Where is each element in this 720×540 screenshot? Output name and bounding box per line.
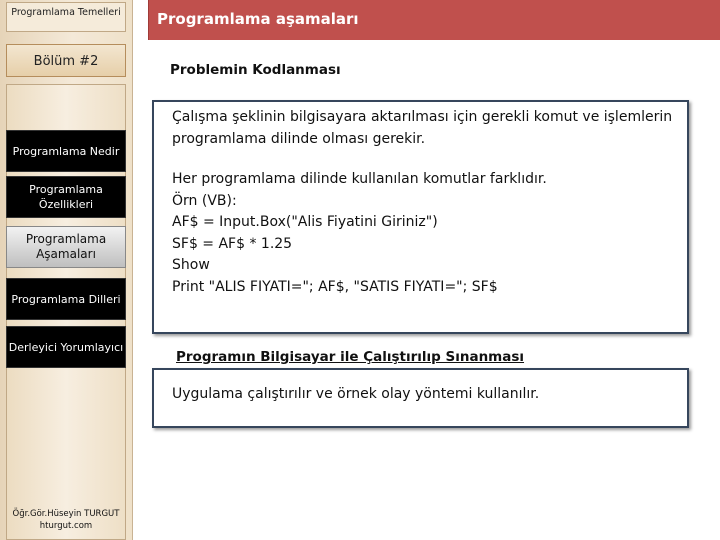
sidebar bbox=[0, 0, 133, 540]
sidebar-item-label: Programlama Aşamaları bbox=[25, 232, 107, 261]
section-title-kodlama: Problemin Kodlanması bbox=[170, 62, 341, 78]
sidebar-item-label: Programlama Özellikleri bbox=[29, 183, 103, 211]
box-paragraph-code-example: Her programlama dilinde kullanılan komutlar farklıdır. Örn (VB): AF$ = Input.Box("Alis Fiyatini Giriniz") SF$ = AF$ * 1.25 Show Print "ALIS FIYATI="; AF$, "SATIS FIYATI="; SF$ bbox=[172, 171, 547, 295]
sidebar-item-programlama-asamalari[interactable] bbox=[6, 226, 126, 268]
content-box-sinama bbox=[152, 368, 689, 428]
slide-title: Programlama aşamaları bbox=[157, 10, 359, 28]
content-box-kodlama bbox=[152, 100, 689, 334]
chapter-label: Bölüm #2 bbox=[6, 44, 126, 77]
slide-header bbox=[148, 0, 720, 40]
course-title: Programlama Temelleri bbox=[6, 2, 126, 32]
sidebar-item-label: Derleyici Yorumlayıcı bbox=[8, 340, 124, 354]
sidebar-item-programlama-dilleri[interactable] bbox=[6, 278, 126, 320]
box-paragraph: Çalışma şeklinin bilgisayara aktarılması için gerekli komut ve işlemlerin programlama dilinde olması gerekir. bbox=[172, 109, 673, 147]
sidebar-item-derleyici-yorumlayici[interactable] bbox=[6, 326, 126, 368]
author-name: Öğr.Gör.Hüseyin TURGUT bbox=[12, 509, 120, 519]
section-title-sinama: Programın Bilgisayar ile Çalıştırılıp Sınanması bbox=[176, 349, 525, 365]
sidebar-footer bbox=[6, 508, 126, 532]
author-site: hturgut.com bbox=[39, 521, 93, 531]
sidebar-item-label: Programlama Dilleri bbox=[11, 292, 121, 306]
box-paragraph: Uygulama çalıştırılır ve örnek olay yöntemi kullanılır. bbox=[172, 386, 540, 402]
sidebar-item-programlama-nedir[interactable] bbox=[6, 130, 126, 172]
sidebar-item-label: Programlama Nedir bbox=[12, 144, 120, 158]
sidebar-item-programlama-ozellikleri[interactable] bbox=[6, 176, 126, 218]
